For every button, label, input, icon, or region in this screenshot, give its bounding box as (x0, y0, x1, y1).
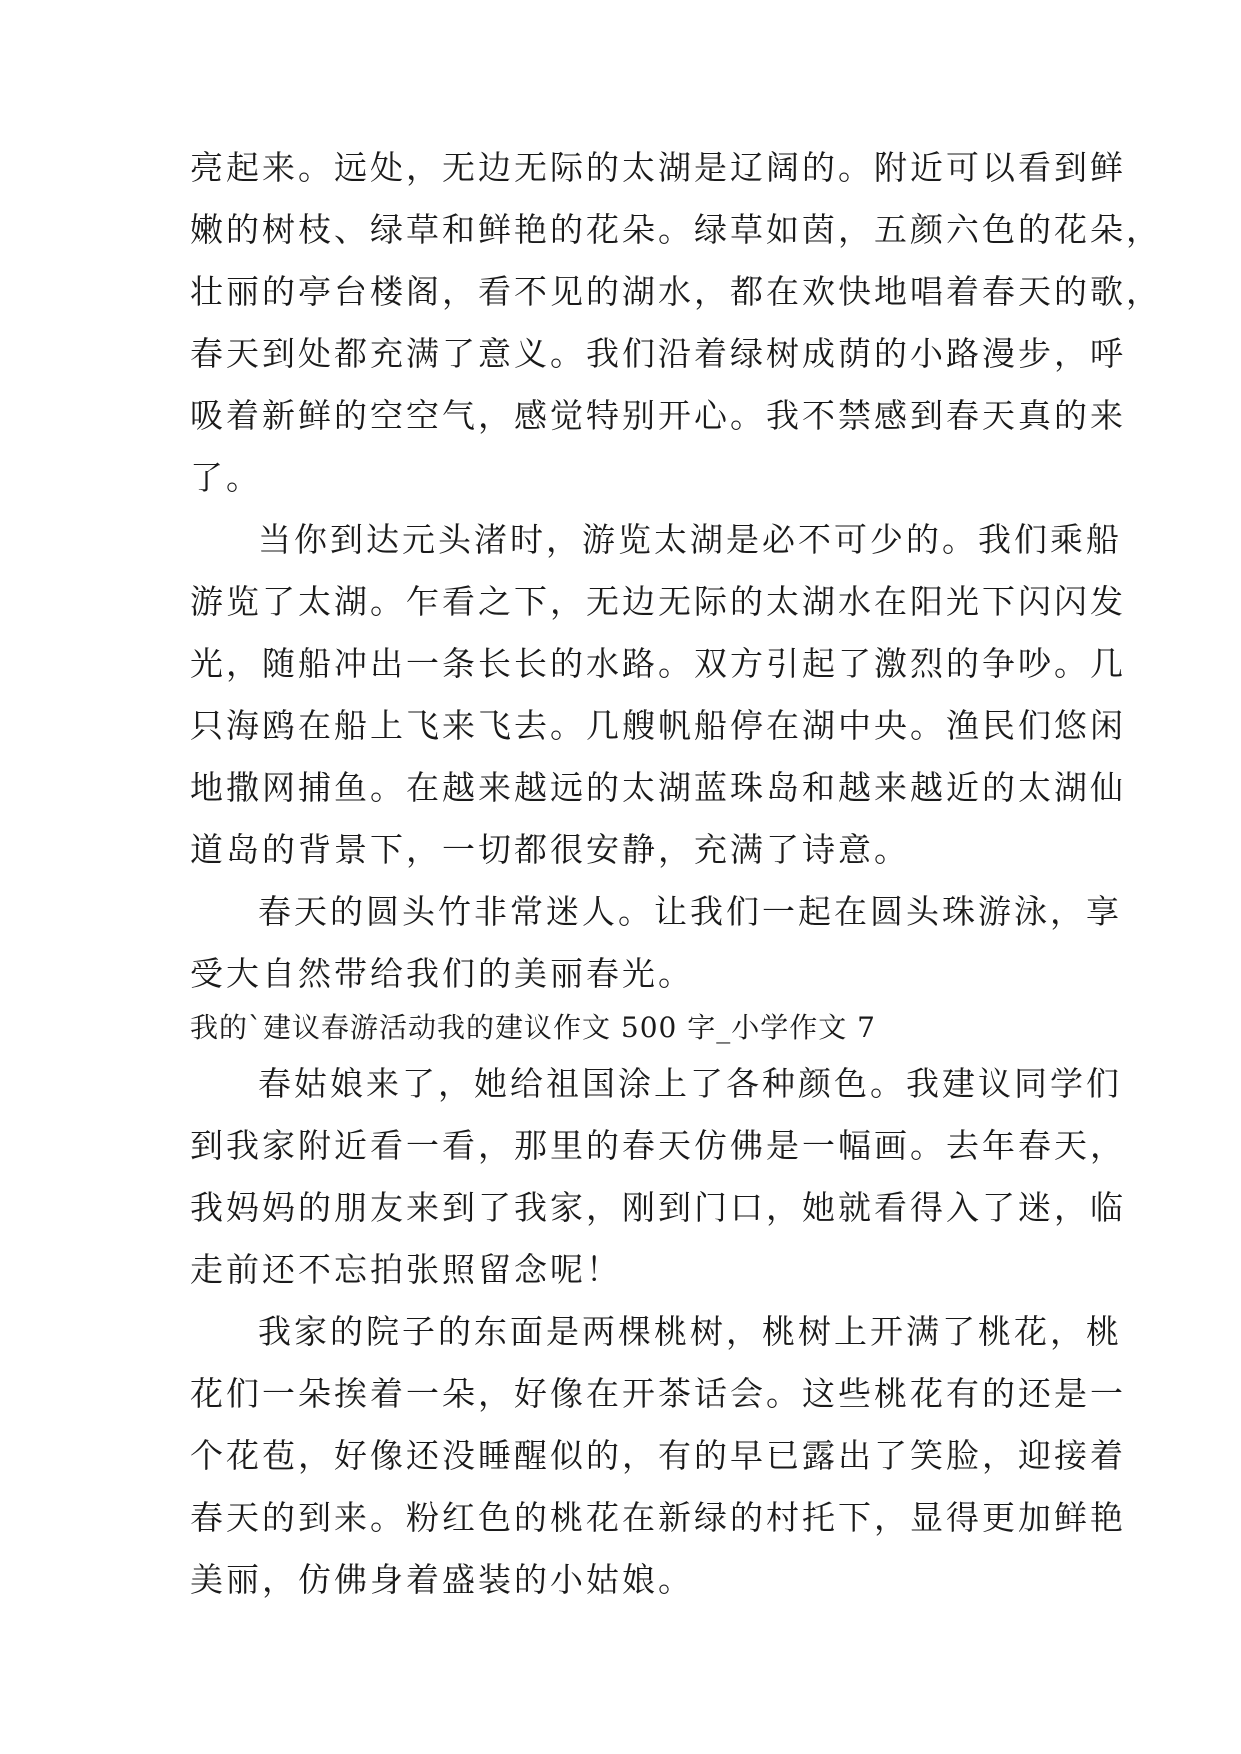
section-title: 我的`建议春游活动我的建议作文 500 字_小学作文 7 (190, 1011, 876, 1044)
paragraph-line: 美丽，仿佛身着盛装的小姑娘。 (190, 1560, 694, 1599)
paragraph-line: 春天到处都充满了意义。我们沿着绿树成荫的小路漫步，呼 (190, 334, 1126, 373)
paragraph-line: 花们一朵挨着一朵，好像在开茶话会。这些桃花有的还是一 (190, 1374, 1126, 1413)
paragraph-line: 壮丽的亭台楼阁，看不见的湖水，都在欢快地唱着春天的歌， (190, 272, 1162, 311)
paragraph-line: 亮起来。远处，无边无际的太湖是辽阔的。附近可以看到鲜 (190, 148, 1126, 187)
paragraph-line: 我妈妈的朋友来到了我家，刚到门口，她就看得入了迷，临 (190, 1188, 1126, 1227)
paragraph-line: 了。 (190, 458, 262, 497)
paragraph-line: 吸着新鲜的空空气，感觉特别开心。我不禁感到春天真的来 (190, 396, 1126, 435)
paragraph-line: 个花苞，好像还没睡醒似的，有的早已露出了笑脸，迎接着 (190, 1436, 1126, 1475)
paragraph-line: 只海鸥在船上飞来飞去。几艘帆船停在湖中央。渔民们悠闲 (190, 706, 1126, 745)
paragraph-line: 春天的圆头竹非常迷人。让我们一起在圆头珠游泳，享 (258, 892, 1122, 931)
paragraph-line: 游览了太湖。乍看之下，无边无际的太湖水在阳光下闪闪发 (190, 582, 1126, 621)
paragraph-line: 地撒网捕鱼。在越来越远的太湖蓝珠岛和越来越近的太湖仙 (190, 768, 1126, 807)
paragraph-line: 走前还不忘拍张照留念呢！ (190, 1250, 622, 1289)
paragraph-line: 受大自然带给我们的美丽春光。 (190, 954, 694, 993)
paragraph-line: 道岛的背景下，一切都很安静，充满了诗意。 (190, 830, 910, 869)
paragraph-line: 当你到达元头渚时，游览太湖是必不可少的。我们乘船 (258, 520, 1122, 559)
paragraph-line: 到我家附近看一看，那里的春天仿佛是一幅画。去年春天， (190, 1126, 1126, 1165)
paragraph-line: 春姑娘来了，她给祖国涂上了各种颜色。我建议同学们 (258, 1064, 1122, 1103)
paragraph-line: 春天的到来。粉红色的桃花在新绿的村托下，显得更加鲜艳 (190, 1498, 1126, 1537)
paragraph-line: 我家的院子的东面是两棵桃树，桃树上开满了桃花，桃 (258, 1312, 1122, 1351)
paragraph-line: 嫩的树枝、绿草和鲜艳的花朵。绿草如茵，五颜六色的花朵， (190, 210, 1162, 249)
paragraph-line: 光，随船冲出一条长长的水路。双方引起了激烈的争吵。几 (190, 644, 1126, 683)
